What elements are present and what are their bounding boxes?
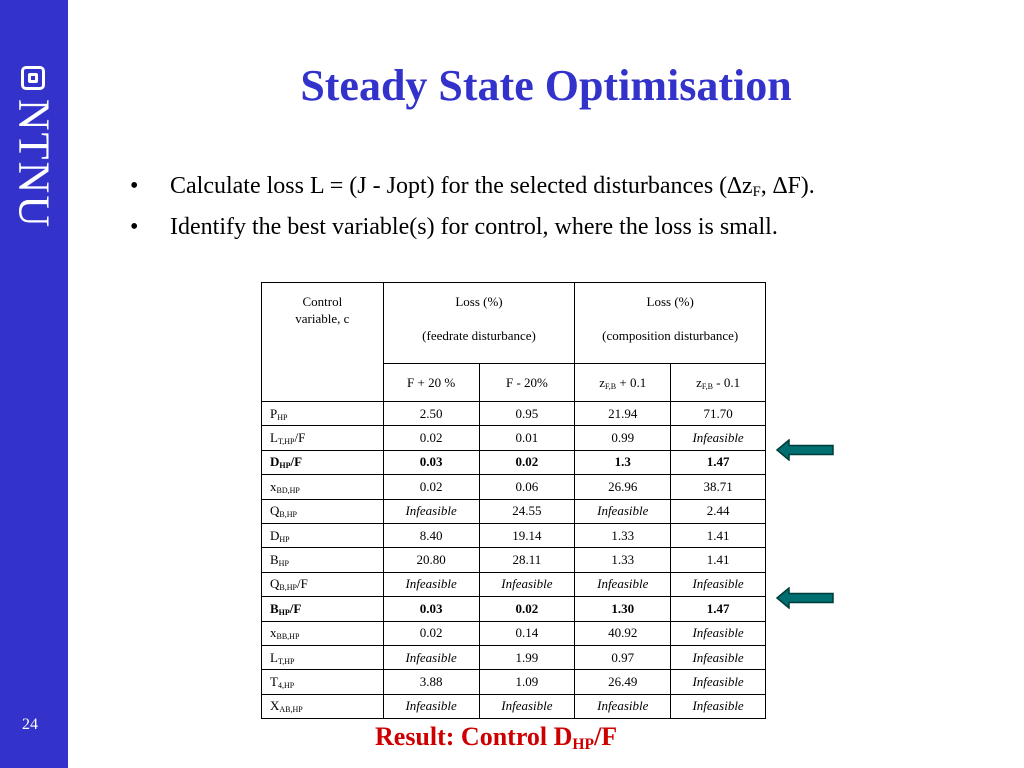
loss-cell: 0.03 [383, 597, 479, 621]
loss-cell: Infeasible [383, 499, 479, 523]
loss-cell: Infeasible [671, 694, 766, 718]
loss-cell: 2.50 [383, 402, 479, 426]
table-row [262, 694, 766, 718]
table-row [262, 597, 766, 621]
bullet-subscript: F [752, 184, 761, 200]
loss-cell: 40.92 [575, 621, 671, 645]
bullet-item [127, 172, 815, 200]
table-row [262, 426, 766, 450]
bullet-text: Calculate loss L = (J - Jopt) for the selected disturbances (∆z [170, 173, 753, 199]
loss-cell: 0.02 [383, 426, 479, 450]
loss-cell: 0.02 [479, 450, 575, 474]
loss-cell: 19.14 [479, 523, 575, 547]
control-variable-cell: $P_{HP}$ [262, 402, 384, 426]
control-variable-cell: $X_{AB,HP}$ [262, 694, 384, 718]
table-row [262, 450, 766, 474]
loss-cell: 1.33 [575, 548, 671, 572]
loss-cell: Infeasible [671, 426, 766, 450]
loss-cell: 1.41 [671, 523, 766, 547]
loss-cell: 21.94 [575, 402, 671, 426]
control-variable-cell: $B_{HP}/F$ [262, 597, 384, 621]
header-col-2: F - 20% [479, 364, 575, 402]
control-variable-cell: $T_{4,HP}$ [262, 670, 384, 694]
table-row [262, 645, 766, 669]
control-variable-cell: $L_{T,HP}/F$ [262, 426, 384, 450]
loss-cell: 26.96 [575, 475, 671, 499]
loss-cell: Infeasible [671, 670, 766, 694]
loss-cell: 1.3 [575, 450, 671, 474]
loss-cell: Infeasible [671, 621, 766, 645]
loss-cell: 0.02 [383, 475, 479, 499]
loss-cell: 0.95 [479, 402, 575, 426]
control-variable-cell: $B_{HP}$ [262, 548, 384, 572]
loss-cell: 0.02 [383, 621, 479, 645]
left-arrow-icon [776, 439, 834, 461]
control-variable-cell: $x_{BB,HP}$ [262, 621, 384, 645]
loss-cell: 2.44 [671, 499, 766, 523]
loss-cell: 0.02 [479, 597, 575, 621]
loss-cell: 26.49 [575, 670, 671, 694]
loss-cell: 0.01 [479, 426, 575, 450]
table-row [262, 499, 766, 523]
loss-cell: 1.47 [671, 450, 766, 474]
loss-cell: 0.03 [383, 450, 479, 474]
left-arrow-icon [776, 587, 834, 609]
loss-cell: 38.71 [671, 475, 766, 499]
table-row [262, 402, 766, 426]
control-variable-cell: $D_{HP}/F$ [262, 450, 384, 474]
table-row [262, 548, 766, 572]
loss-cell: 0.99 [575, 426, 671, 450]
loss-cell: 1.99 [479, 645, 575, 669]
header-col-3: $z_{F,B} + 0.1$ [575, 364, 671, 402]
loss-cell: Infeasible [575, 572, 671, 596]
table-row [262, 523, 766, 547]
loss-cell: 24.55 [479, 499, 575, 523]
control-variable-cell: $Q_{B,HP}$ [262, 499, 384, 523]
bullet-text: Identify the best variable(s) for control, where the loss is small. [170, 214, 778, 240]
loss-cell: 0.97 [575, 645, 671, 669]
control-variable-cell: $D_{HP}$ [262, 523, 384, 547]
table-row [262, 670, 766, 694]
loss-cell: Infeasible [479, 572, 575, 596]
loss-cell: 1.33 [575, 523, 671, 547]
loss-cell: 1.30 [575, 597, 671, 621]
page-number: 24 [22, 716, 38, 733]
header-col-4: $z_{F,B} - 0.1$ [671, 364, 766, 402]
ntnu-logo-icon [21, 66, 45, 90]
sidebar [0, 0, 68, 768]
table-row [262, 572, 766, 596]
table-row [262, 621, 766, 645]
loss-cell: 1.09 [479, 670, 575, 694]
control-variable-cell: $Q_{B,HP}/F$ [262, 572, 384, 596]
loss-cell: 1.47 [671, 597, 766, 621]
loss-cell: Infeasible [479, 694, 575, 718]
loss-cell: 8.40 [383, 523, 479, 547]
header-control-variable: Control variable, c [262, 283, 384, 402]
loss-cell: 0.06 [479, 475, 575, 499]
logo-text: NTNU [9, 98, 59, 230]
loss-cell: Infeasible [383, 694, 479, 718]
control-variable-cell: $x_{BD,HP}$ [262, 475, 384, 499]
loss-cell: Infeasible [575, 694, 671, 718]
loss-cell: 71.70 [671, 402, 766, 426]
header-loss-composition: Loss (%) (composition disturbance) [575, 283, 766, 364]
bullet-item [127, 213, 815, 241]
loss-cell: Infeasible [575, 499, 671, 523]
loss-cell: 20.80 [383, 548, 479, 572]
bullet-text-end: , ∆F). [760, 173, 815, 199]
loss-cell: Infeasible [671, 572, 766, 596]
header-col-1: F + 20 % [383, 364, 479, 402]
table-row [262, 475, 766, 499]
loss-cell: Infeasible [383, 572, 479, 596]
bullet-list [127, 172, 815, 254]
loss-cell: Infeasible [383, 645, 479, 669]
table-header-row [262, 283, 766, 364]
control-variable-cell: $L_{T,HP}$ [262, 645, 384, 669]
loss-cell: 3.88 [383, 670, 479, 694]
loss-cell: 0.14 [479, 621, 575, 645]
loss-cell: 28.11 [479, 548, 575, 572]
loss-cell: Infeasible [671, 645, 766, 669]
loss-table [261, 282, 766, 719]
header-loss-feedrate: Loss (%) (feedrate disturbance) [383, 283, 575, 364]
page-title: Steady State Optimisation [300, 61, 792, 110]
result-text: Result: Control $D_{HP}/F$ [375, 722, 618, 753]
loss-cell: 1.41 [671, 548, 766, 572]
